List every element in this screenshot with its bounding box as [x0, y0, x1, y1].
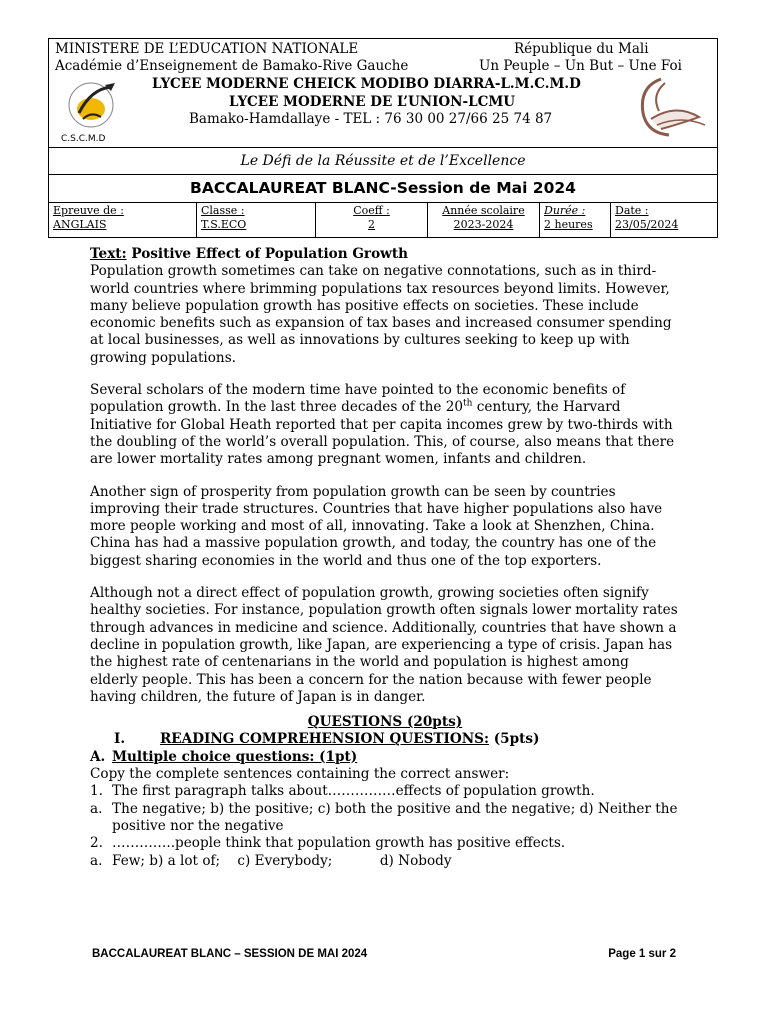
footer-title: BACCALAUREAT BLANC – SESSION DE MAI 2024	[92, 948, 368, 960]
exam-header	[48, 38, 718, 238]
paragraph-1: Population growth sometimes can take on negative connotations, such as in third-world countries where brimming populations tax resources beyond limits. However, many believe population growth has positive effects on societies. These include economic benefits such as expansion of tax bases and increased consumer spending at local businesses, as well as innovations by cultures seeking to keep up with growing populations.	[90, 263, 672, 366]
section-reading: I. READING COMPREHENSION QUESTIONS: (5pts)	[114, 731, 540, 748]
subsection-mcq: A. Multiple choice questions: (1pt)	[90, 748, 358, 765]
lcmu-logo	[621, 73, 713, 143]
school-name-1: LYCEE MODERNE CHEICK MODIBO DIARRA-L.M.C.M.D	[152, 76, 581, 92]
country-motto: Un Peuple – Un But – Une Foi	[479, 58, 682, 74]
text-label: Text:	[90, 246, 127, 262]
info-subject: Epreuve de : ANGLAIS	[49, 203, 197, 237]
exam-info-row	[49, 203, 717, 237]
ministry-text: MINISTERE DE L’EDUCATION NATIONALE	[55, 41, 359, 57]
paragraph-2: Several scholars of the modern time have pointed to the economic benefits of population growth. In the last three decades of the 20th century, the Harvard Initiative for Global Heath reported that per capita incomes grew by two-thirds with the doubling of the world’s overall population. This, of course, also means that there are lower mortality rates among pregnant women, infants and children.	[90, 382, 675, 468]
school-logo	[55, 79, 133, 143]
logo-caption: C.S.C.M.D	[61, 134, 106, 143]
info-class: Classe : T.S.ECO	[197, 203, 316, 237]
school-name-2: LYCEE MODERNE DE L’UNION-LCMU	[229, 94, 516, 110]
exam-title: BACCALAUREAT BLANC-Session de Mai 2024	[49, 175, 717, 203]
instruction-text: Copy the complete sentences containing the correct answer:	[90, 766, 510, 783]
academy-text: Académie d’Enseignement de Bamako-Rive Gauche	[55, 58, 409, 74]
school-motto: Le Défi de la Réussite et de l’Excellence	[49, 148, 717, 175]
info-year: Année scolaire 2023-2024	[428, 203, 540, 237]
page-number: Page 1 sur 2	[608, 948, 676, 960]
questions-heading: QUESTIONS (20pts)	[307, 714, 463, 731]
contact-text: Bamako-Hamdallaye - TEL : 76 30 00 27/66 25 74 87	[189, 111, 553, 127]
info-coeff: Coeff : 2	[316, 203, 428, 237]
info-date: Date : 23/05/2024	[615, 204, 679, 231]
paragraph-4: Although not a direct effect of population growth, growing societies often signify healthy societies. For instance, population growth often signals lower mortality rates through advances in medicine and science. Additionally, countries that have shown a decline in population growth, like Japan, are experiencing a type of crisis. Japan has the highest rate of centenarians in the world and population is highest among elderly people. This has been a concern for the nation because with fewer people having children, the future of Japan is in danger.	[90, 585, 678, 705]
text-title-value: Positive Effect of Population Growth	[131, 246, 409, 262]
paragraph-3: Another sign of prosperity from population growth can be seen by countries improving their trade structures. Countries that have higher populations also have more people working and most of all, innovating. Take a look at Shenzhen, China. China has had a massive population growth, and today, the country has one of the biggest sharing economies in the world and thus one of the top exporters.	[90, 483, 663, 569]
info-duration: Durée : 2 heures	[540, 203, 611, 237]
exam-content	[90, 246, 680, 870]
header-top	[49, 39, 717, 148]
answers-1: a. The negative; b) the positive; c) both the positive and the negative; d) Neither the positive nor the negative	[90, 800, 678, 834]
answers-2: a. Few; b) a lot of; c) Everybody; d) Nobody	[90, 852, 452, 869]
question-2: 2. …………..people think that population growth has positive effects.	[90, 835, 566, 852]
question-1: 1. The first paragraph talks about……………effects of population growth.	[90, 783, 595, 800]
text-title	[90, 246, 680, 263]
republic-text: République du Mali	[514, 41, 649, 57]
